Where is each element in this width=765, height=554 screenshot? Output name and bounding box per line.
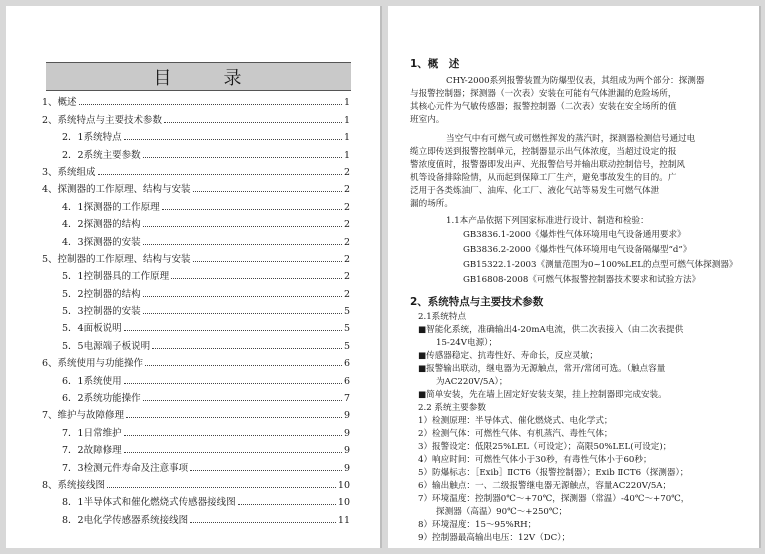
toc-entry bbox=[42, 352, 350, 369]
toc-entry bbox=[42, 439, 350, 456]
toc-entry bbox=[42, 456, 350, 473]
text-line: 泛用于各类炼油厂、油库、化工厂、液化气站等易发生可燃气体泄 bbox=[410, 186, 660, 196]
toc-entry-label: 4、探测器的工作原理、结构与安装 bbox=[42, 184, 191, 196]
toc-entry bbox=[42, 91, 350, 108]
toc-entry-page: 1 bbox=[343, 114, 350, 126]
toc-leader-dots bbox=[124, 435, 342, 436]
toc-entry bbox=[42, 282, 350, 299]
toc-leader-dots bbox=[124, 330, 342, 331]
spec-line: ■智能化系统，准确输出4-20mA电流，供二次表接入（由二次表提供 bbox=[418, 325, 684, 335]
toc-entry-page: 5 bbox=[343, 340, 350, 352]
toc-entry bbox=[42, 108, 350, 125]
spec-line: 探测器（高温）90℃～+250℃； bbox=[436, 507, 568, 517]
toc-entry-page: 1 bbox=[343, 132, 350, 144]
text-line: 与报警控制器；探测器（一次表）安装在可能有气体泄漏的危险场所， bbox=[410, 89, 677, 99]
toc-entry bbox=[42, 334, 350, 351]
toc-entry-page: 5 bbox=[343, 306, 350, 318]
toc-list bbox=[42, 91, 350, 526]
toc-entry bbox=[42, 474, 350, 491]
standard-item: GB16808-2008《可燃气体报警控制器技术要求和试验方法》 bbox=[463, 275, 701, 285]
toc-leader-dots bbox=[162, 209, 342, 210]
toc-title bbox=[46, 62, 351, 91]
spec-line: ■传感器稳定、抗毒性好、寿命长，反应灵敏； bbox=[418, 351, 598, 361]
toc-entry-page: 1 bbox=[343, 97, 350, 109]
toc-entry bbox=[42, 126, 350, 143]
toc-entry-page: 5 bbox=[343, 323, 350, 335]
spec-line: 8）环境湿度：15～95%RH； bbox=[418, 520, 537, 530]
spec-line: 2.2 系统主要参数 bbox=[418, 403, 486, 413]
toc-entry-page: 9 bbox=[343, 410, 350, 422]
toc-entry-label: 6、系统使用与功能操作 bbox=[42, 358, 144, 370]
text-line: 缆立即传送到报警控制单元，控制器显示出气体浓度，当超过设定的报 bbox=[410, 147, 677, 157]
toc-entry-page: 10 bbox=[337, 497, 350, 509]
toc-entry-label: 5．1控制器具的工作原理 bbox=[62, 271, 170, 283]
toc-entry-label: 7、维护与故障修理 bbox=[42, 410, 125, 422]
toc-entry-label: 8．1半导体式和催化燃烧式传感器接线图 bbox=[62, 497, 236, 509]
standard-item: GB3836.2-2000《爆炸性气体环境用电气设备隔爆型“d”》 bbox=[463, 245, 692, 255]
content-page bbox=[388, 6, 759, 548]
spec-line: 2.1系统特点 bbox=[418, 312, 467, 322]
toc-entry-page: 2 bbox=[343, 236, 350, 248]
toc-entry bbox=[42, 491, 350, 508]
toc-entry bbox=[42, 143, 350, 160]
toc-leader-dots bbox=[124, 139, 342, 140]
toc-entry-page: 2 bbox=[343, 253, 350, 265]
spec-line: 7）环境温度：控制器0℃～+70℃，探测器（常温）-40℃～+70℃， bbox=[418, 494, 690, 504]
spec-line: 15-24V电源）； bbox=[436, 338, 498, 348]
toc-entry-page: 9 bbox=[343, 445, 350, 457]
toc-leader-dots bbox=[152, 348, 342, 349]
toc-entry-label: 1、概述 bbox=[42, 97, 77, 109]
toc-entry-page: 2 bbox=[343, 201, 350, 213]
section-2-heading: 2、系统特点与主要技术参数 bbox=[410, 296, 544, 308]
toc-entry bbox=[42, 317, 350, 334]
toc-title-char-2: 录 bbox=[223, 67, 244, 89]
toc-title-char-1: 目 bbox=[153, 67, 174, 89]
standard-item: GB15322.1-2003《测量范围为0~100%LEL的点型可燃气体探测器》 bbox=[463, 260, 738, 270]
toc-entry-label: 2、系统特点与主要技术参数 bbox=[42, 114, 163, 126]
text-line: 班室内。 bbox=[410, 115, 445, 125]
toc-entry-label: 5．5电源端子板说明 bbox=[62, 340, 151, 352]
toc-entry bbox=[42, 387, 350, 404]
toc-entry bbox=[42, 265, 350, 282]
toc-leader-dots bbox=[238, 504, 336, 505]
spec-line: 4）响应时间：可燃性气体小于30秒，有毒性气体小于60秒； bbox=[418, 455, 652, 465]
toc-entry bbox=[42, 404, 350, 421]
toc-entry-label: 6．1系统使用 bbox=[62, 375, 122, 387]
text-line: 警浓度值时，报警器即发出声、光报警信号并输出联动控制信号，控制风 bbox=[410, 160, 686, 170]
spec-line: 6）输出触点：一、二级报警继电器无源触点，容量AC220V/5A； bbox=[418, 481, 672, 491]
toc-leader-dots bbox=[193, 261, 342, 262]
toc-entry-label: 2．2系统主要参数 bbox=[62, 149, 141, 161]
toc-entry-page: 6 bbox=[343, 375, 350, 387]
spec-line: 1）检测原理：半导体式、催化燃烧式、电化学式； bbox=[418, 416, 613, 426]
text-line: 漏的场所。 bbox=[410, 199, 453, 209]
toc-entry-label: 7．3检测元件寿命及注意事项 bbox=[62, 462, 189, 474]
toc-leader-dots bbox=[164, 122, 342, 123]
toc-entry bbox=[42, 230, 350, 247]
toc-leader-dots bbox=[98, 174, 342, 175]
toc-entry-label: 4．3探测器的安装 bbox=[62, 236, 141, 248]
toc-leader-dots bbox=[124, 452, 342, 453]
text-line: CHY-2000系列报警装置为防爆型仪表，其组成为两个部分：探测器 bbox=[446, 76, 705, 86]
spec-line: ■报警输出联动，继电器为无源触点，常开/常闭可选。（触点容量 bbox=[418, 364, 666, 374]
toc-entry-label: 5．3控制器的安装 bbox=[62, 306, 141, 318]
toc-entry-label: 5．2控制器的结构 bbox=[62, 288, 141, 300]
toc-page bbox=[6, 6, 380, 548]
toc-entry-page: 2 bbox=[343, 184, 350, 196]
toc-entry bbox=[42, 421, 350, 438]
toc-entry-label: 5、控制器的工作原理、结构与安装 bbox=[42, 253, 191, 265]
section-2-body bbox=[418, 311, 718, 545]
toc-entry bbox=[42, 248, 350, 265]
left-page-shadow bbox=[380, 6, 382, 548]
toc-entry-label: 8、系统接线图 bbox=[42, 479, 106, 491]
toc-leader-dots bbox=[143, 244, 342, 245]
toc-entry-page: 2 bbox=[343, 166, 350, 178]
section-1-paragraph-2 bbox=[410, 133, 710, 211]
toc-leader-dots bbox=[79, 104, 342, 105]
toc-leader-dots bbox=[193, 191, 342, 192]
standards-intro: 1.1本产品依据下列国家标准进行设计、制造和检验： bbox=[446, 216, 649, 226]
toc-entry-page: 10 bbox=[337, 479, 350, 491]
toc-leader-dots bbox=[143, 296, 342, 297]
spec-line: ■简单安装，先在墙上固定好安装支架，挂上控制器即完成安装。 bbox=[418, 390, 667, 400]
toc-entry-label: 8．2电化学传感器系统接线图 bbox=[62, 514, 189, 526]
toc-leader-dots bbox=[143, 400, 342, 401]
spec-line: 5）防爆标志：［Exib］ⅡCT6（报警控制器）；Exib ⅡCT6（探测器）； bbox=[418, 468, 689, 478]
toc-leader-dots bbox=[145, 365, 342, 366]
toc-entry-page: 2 bbox=[343, 288, 350, 300]
toc-leader-dots bbox=[143, 313, 342, 314]
text-line: 当空气中有可燃气或可燃性挥发的蒸汽时，探测器检测信号通过电 bbox=[446, 134, 696, 144]
text-line: 其核心元件为气敏传感器；报警控制器（二次表）安装在安全场所的值 bbox=[410, 102, 677, 112]
toc-entry-page: 7 bbox=[343, 393, 350, 405]
toc-entry-label: 7．1日常维护 bbox=[62, 427, 122, 439]
standards-list bbox=[463, 228, 738, 288]
toc-entry bbox=[42, 161, 350, 178]
spec-line: 2）检测气体：可燃性气体、有机蒸汽、毒性气体； bbox=[418, 429, 613, 439]
toc-leader-dots bbox=[143, 157, 342, 158]
toc-entry-page: 1 bbox=[343, 149, 350, 161]
toc-entry-page: 6 bbox=[343, 358, 350, 370]
toc-entry-page: 9 bbox=[343, 462, 350, 474]
toc-leader-dots bbox=[107, 487, 336, 488]
toc-entry-label: 3、系统组成 bbox=[42, 166, 96, 178]
toc-entry bbox=[42, 300, 350, 317]
toc-entry-label: 5．4面板说明 bbox=[62, 323, 122, 335]
toc-entry bbox=[42, 178, 350, 195]
toc-entry-label: 6．2系统功能操作 bbox=[62, 393, 141, 405]
section-1-paragraph-1 bbox=[410, 75, 710, 127]
toc-leader-dots bbox=[190, 470, 342, 471]
toc-leader-dots bbox=[124, 383, 342, 384]
spec-line: 3）报警设定：低限25%LEL（可设定）；高限50%LEL(可设定)； bbox=[418, 442, 672, 452]
toc-entry-label: 2．1系统特点 bbox=[62, 132, 122, 144]
toc-entry bbox=[42, 369, 350, 386]
text-line: 机等设备排除险情，从而起到保障工厂生产，避免事故发生的目的。广 bbox=[410, 173, 677, 183]
spec-line: 9）控制器最高输出电压：12V（DC）； bbox=[418, 533, 571, 543]
section-1-heading: 1、概 述 bbox=[410, 58, 460, 70]
toc-entry-label: 7．2故障修理 bbox=[62, 445, 122, 457]
toc-leader-dots bbox=[190, 522, 336, 523]
toc-entry-page: 9 bbox=[343, 427, 350, 439]
toc-entry bbox=[42, 213, 350, 230]
toc-entry-label: 4．2探测器的结构 bbox=[62, 219, 141, 231]
right-page-shadow bbox=[759, 6, 761, 548]
toc-entry-page: 11 bbox=[337, 514, 350, 526]
toc-leader-dots bbox=[126, 417, 342, 418]
standard-item: GB3836.1-2000《爆炸性气体环境用电气设备通用要求》 bbox=[463, 230, 686, 240]
toc-entry-page: 2 bbox=[343, 219, 350, 231]
toc-entry-label: 4．1探测器的工作原理 bbox=[62, 201, 160, 213]
toc-entry-page: 2 bbox=[343, 271, 350, 283]
toc-entry bbox=[42, 508, 350, 525]
toc-leader-dots bbox=[171, 278, 342, 279]
toc-entry bbox=[42, 195, 350, 212]
toc-leader-dots bbox=[143, 226, 342, 227]
spec-line: 为AC220V/5A）； bbox=[436, 377, 508, 387]
